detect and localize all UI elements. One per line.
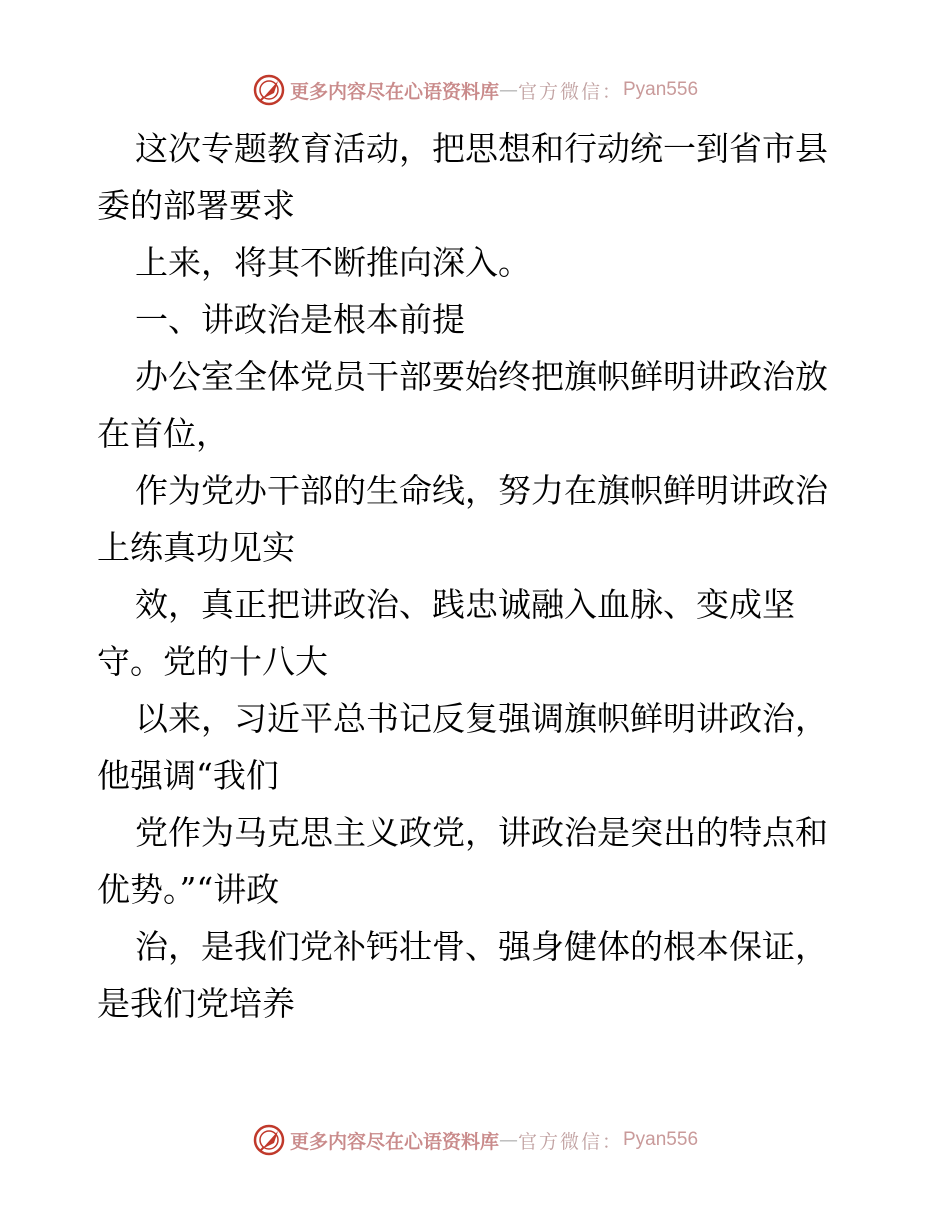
paragraph: 办公室全体党员干部要始终把旗帜鲜明讲政治放在首位，	[97, 357, 828, 453]
section-heading: 一、讲政治是根本前提	[135, 300, 465, 339]
watermark-separator: —	[498, 79, 518, 101]
watermark-separator: —	[498, 1129, 518, 1151]
paragraph: 党作为马克思主义政党，讲政治是突出的特点和优势。”“讲政	[97, 813, 828, 909]
quill-logo-icon	[252, 1123, 286, 1157]
document-body	[97, 120, 857, 1032]
header-watermark	[0, 70, 950, 110]
footer-watermark	[0, 1120, 950, 1160]
paragraph: 上来，将其不断推向深入。	[135, 243, 531, 282]
watermark-site-text: 更多内容尽在心语资料库	[289, 80, 499, 103]
paragraph: 作为党办干部的生命线，努力在旗帜鲜明讲政治上练真功见实	[97, 471, 828, 567]
watermark-wechat-id: Pyan556	[623, 1129, 699, 1150]
paragraph: 以来，习近平总书记反复强调旗帜鲜明讲政治，他强调“我们	[97, 699, 828, 795]
paragraph: 这次专题教育活动，把思想和行动统一到省市县委的部署要求	[97, 129, 828, 225]
paragraph: 治，是我们党补钙壮骨、强身健体的根本保证，是我们党培养	[97, 927, 828, 1023]
quill-logo-icon	[252, 73, 286, 107]
paragraph: 效，真正把讲政治、践忠诚融入血脉、变成坚守。党的十八大	[97, 585, 795, 681]
watermark-wechat-label: 官方微信：	[517, 1130, 623, 1153]
watermark-site-text: 更多内容尽在心语资料库	[289, 1130, 499, 1153]
watermark-wechat-id: Pyan556	[623, 79, 699, 100]
watermark-wechat-label: 官方微信：	[517, 80, 623, 103]
